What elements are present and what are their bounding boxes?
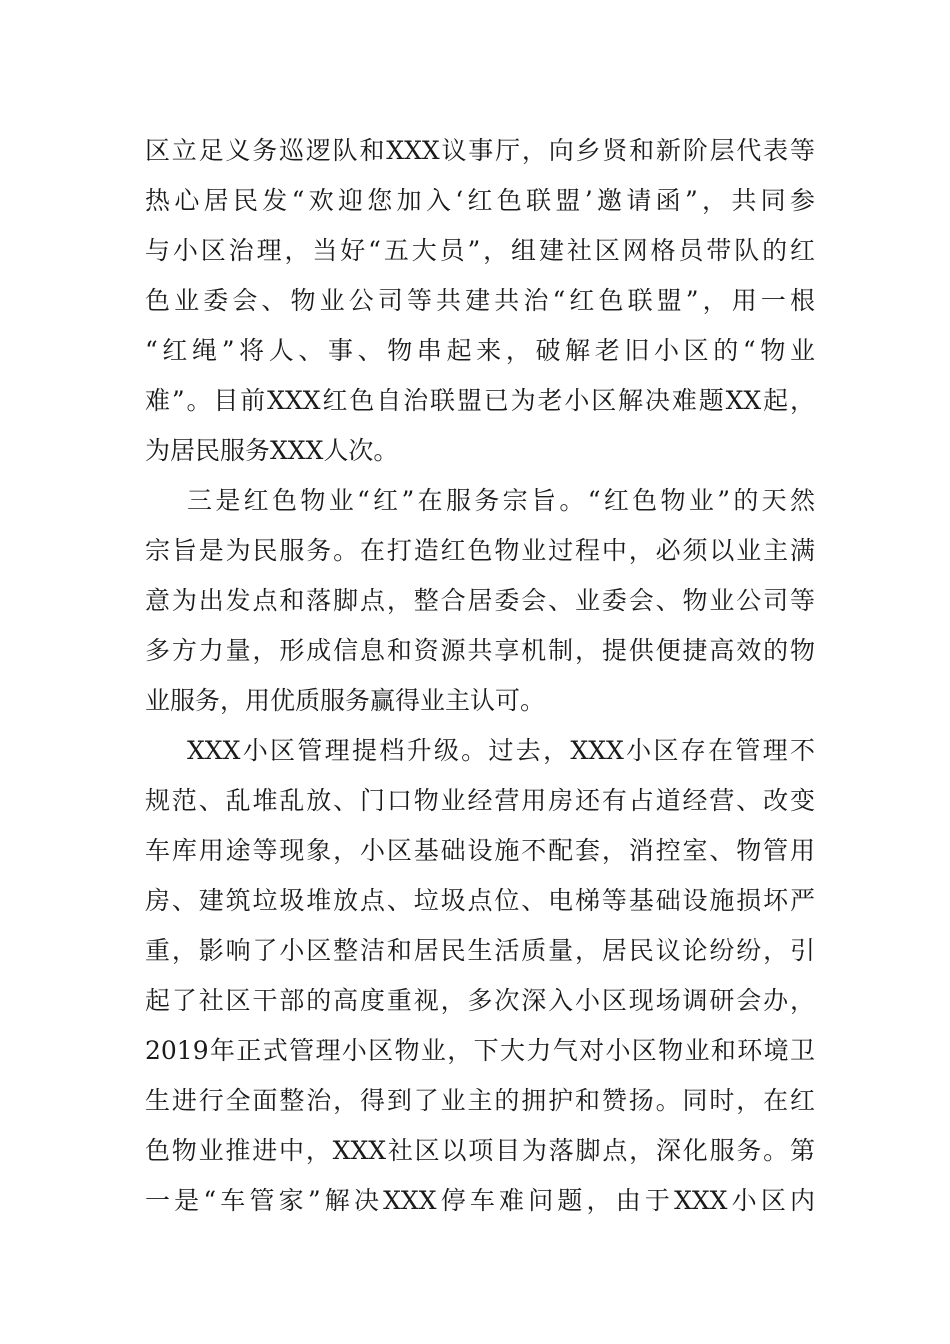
text-line: 2019年正式管理小区物业，下大力气对小区物业和环境卫 [145, 1036, 815, 1065]
text-line: 区立足义务巡逻队和XXX议事厅，向乡贤和新阶层代表等 [145, 136, 815, 165]
text-line: “红绳”将人、事、物串起来，破解老旧小区的“物业 [145, 336, 815, 365]
paragraph-first-line: 三是红色物业“红”在服务宗旨。“红色物业”的天然 [187, 486, 815, 515]
text-line: 业服务，用优质服务赢得业主认可。 [145, 686, 546, 715]
text-line: 难”。目前XXX红色自治联盟已为老小区解决难题XX起， [145, 386, 815, 415]
text-line: 色物业推进中，XXX社区以项目为落脚点，深化服务。第 [145, 1136, 815, 1165]
text-line: 一是“车管家”解决XXX停车难问题，由于XXX小区内 [145, 1186, 815, 1215]
text-line: 规范、乱堆乱放、门口物业经营用房还有占道经营、改变 [145, 786, 815, 815]
text-line: 多方力量，形成信息和资源共享机制，提供便捷高效的物 [145, 636, 815, 665]
text-line: 生进行全面整治，得到了业主的拥护和赞扬。同时，在红 [145, 1086, 815, 1115]
text-line: 为居民服务XXX人次。 [145, 436, 399, 465]
text-line: 意为出发点和落脚点，整合居委会、业委会、物业公司等 [145, 586, 815, 615]
paragraph-first-line: XXX小区管理提档升级。过去，XXX小区存在管理不 [187, 736, 815, 765]
text-line: 房、建筑垃圾堆放点、垃圾点位、电梯等基础设施损坏严 [145, 886, 815, 915]
text-line: 色业委会、物业公司等共建共治“红色联盟”，用一根 [145, 286, 815, 315]
text-line: 与小区治理，当好“五大员”，组建社区网格员带队的红 [145, 236, 815, 265]
text-line: 热心居民发“欢迎您加入‘红色联盟’邀请函”，共同参 [145, 186, 815, 215]
text-line: 车库用途等现象，小区基础设施不配套，消控室、物管用 [145, 836, 815, 865]
text-line: 宗旨是为民服务。在打造红色物业过程中，必须以业主满 [145, 536, 815, 565]
text-line: 起了社区干部的高度重视，多次深入小区现场调研会办， [145, 986, 815, 1015]
text-line: 重，影响了小区整洁和居民生活质量，居民议论纷纷，引 [145, 936, 815, 965]
